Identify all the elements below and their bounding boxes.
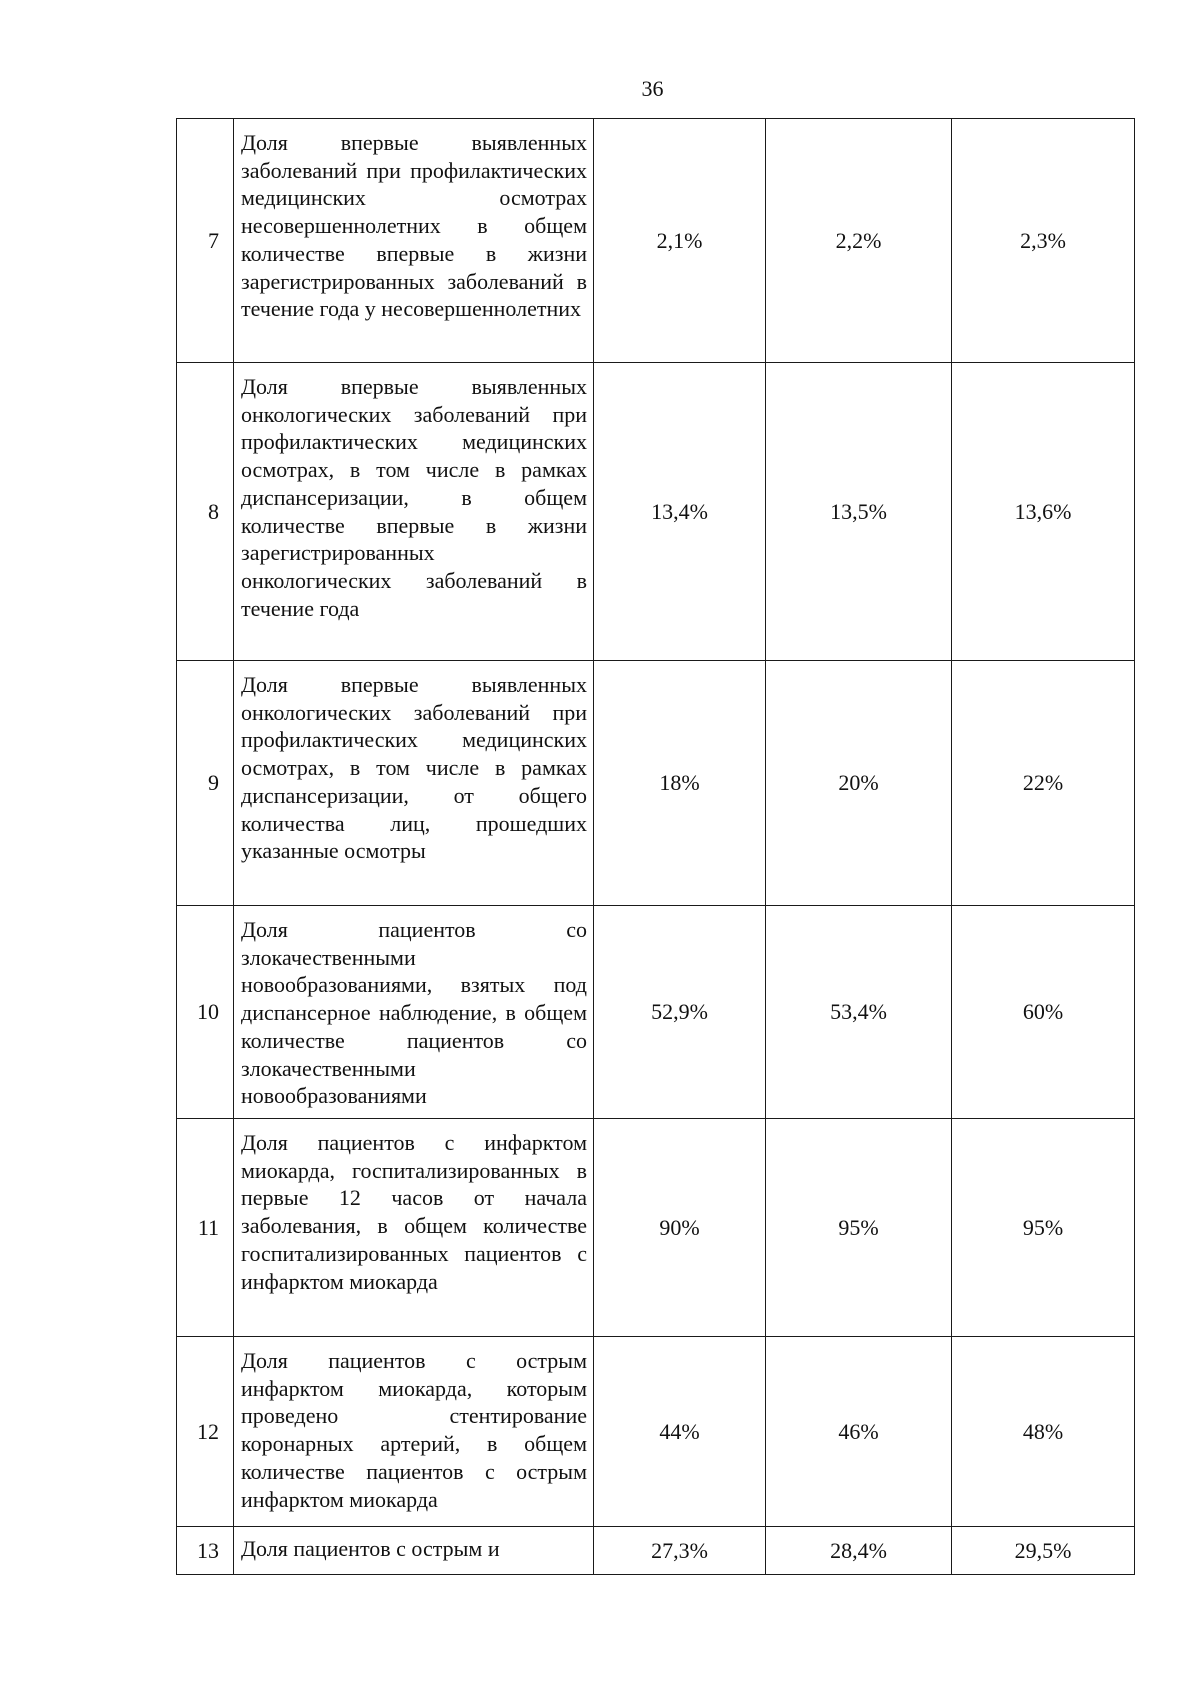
table-row [177,119,1135,363]
table-row [177,1527,1135,1575]
value-col-3: 95% [952,1119,1135,1337]
value-col-2: 53,4% [766,906,952,1119]
value-col-2: 46% [766,1337,952,1527]
indicator-name: Доля впервые выявленных онкологических заболеваний при профилактических медицинских осмотрах, в том числе в рамках диспансеризации, в общем количестве впервые в жизни зарегистрированных онкологических заболеваний в течение года [234,363,594,661]
indicators-table [176,118,1135,1575]
indicator-name: Доля впервые выявленных онкологических заболеваний при профилактических медицинских осмотрах, в том числе в рамках диспансеризации, от общего количества лиц, прошедших указанные осмотры [234,661,594,906]
value-col-1: 13,4% [594,363,766,661]
indicator-name: Доля пациентов со злокачественными новообразованиями, взятых под диспансерное наблюдение, в общем количестве пациентов со злокачественными новообразованиями [234,906,594,1119]
table-row [177,906,1135,1119]
value-col-3: 22% [952,661,1135,906]
indicator-name: Доля пациентов с инфарктом миокарда, госпитализированных в первые 12 часов от начала заболевания, в общем количестве госпитализированных пациентов с инфарктом миокарда [234,1119,594,1337]
row-number: 8 [177,363,234,661]
value-col-1: 27,3% [594,1527,766,1575]
indicator-name: Доля пациентов с острым и [234,1527,594,1575]
page-number: 36 [641,76,664,101]
value-col-1: 52,9% [594,906,766,1119]
row-number: 7 [177,119,234,363]
indicator-name: Доля пациентов с острым инфарктом миокарда, которым проведено стентирование коронарных артерий, в общем количестве пациентов с острым инфарктом миокарда [234,1337,594,1527]
value-col-2: 20% [766,661,952,906]
value-col-1: 90% [594,1119,766,1337]
value-col-1: 2,1% [594,119,766,363]
table-row [177,363,1135,661]
value-col-3: 60% [952,906,1135,1119]
row-number: 9 [177,661,234,906]
row-number: 11 [177,1119,234,1337]
value-col-2: 95% [766,1119,952,1337]
value-col-3: 2,3% [952,119,1135,363]
table-row [177,661,1135,906]
value-col-2: 2,2% [766,119,952,363]
table-row [177,1119,1135,1337]
value-col-1: 18% [594,661,766,906]
table-row [177,1337,1135,1527]
value-col-2: 13,5% [766,363,952,661]
row-number: 10 [177,906,234,1119]
value-col-3: 29,5% [952,1527,1135,1575]
value-col-3: 13,6% [952,363,1135,661]
value-col-3: 48% [952,1337,1135,1527]
value-col-1: 44% [594,1337,766,1527]
value-col-2: 28,4% [766,1527,952,1575]
row-number: 12 [177,1337,234,1527]
row-number: 13 [177,1527,234,1575]
indicator-name: Доля впервые выявленных заболеваний при профилактических медицинских осмотрах несовершеннолетних в общем количестве впервые в жизни зарегистрированных заболеваний в течение года у несовершеннолетних [234,119,594,363]
